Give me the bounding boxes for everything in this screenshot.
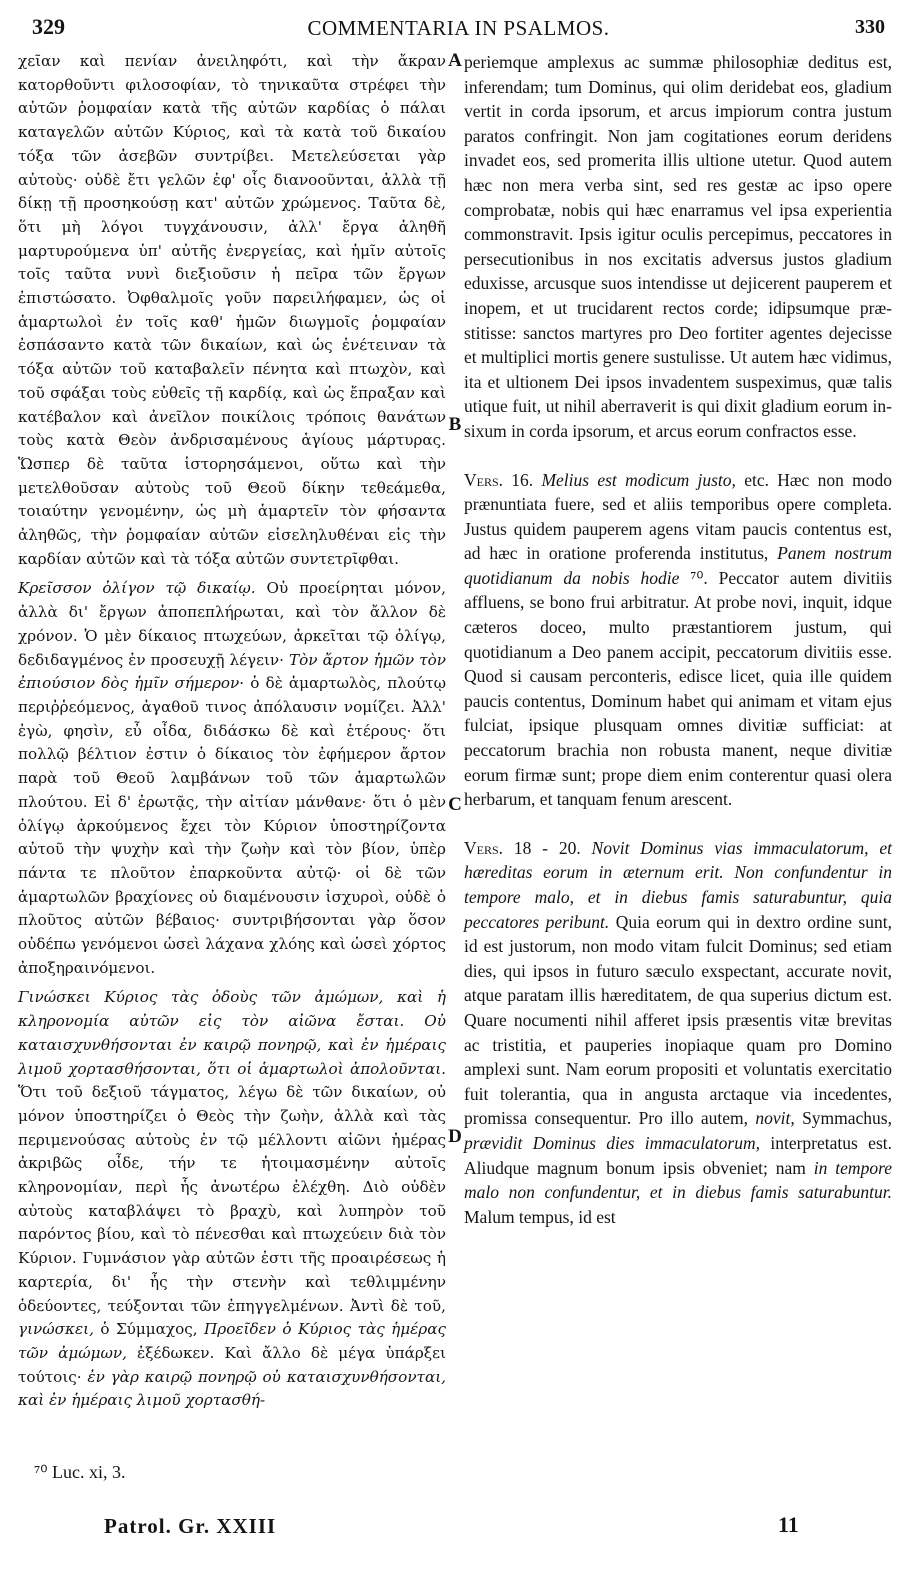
latin-paragraph-3 [464,836,892,1230]
latin-paragraph-1: periemque amplexus ac summæ philosophiæ deditus est, inferendam; tum Dominus, qui olim deridebat eos, gladium vertit in corda ipsorum, et arcus impiorum contra justum paratos confringit. Non jam cogitationes eorum deridens invadet eos, sed promerita illis ultione utetur. Quod autem hæc non mera verba sint, sed res gestæ ac ipso opere comprobatæ, nobis qui hæc enarramus vel ipsa experientia commonstravit. Ipsis igitur oculis percepimus, peccatores in persecutionibus in nos excitatis adversus justos gladium eduxisse, arcusque suos intendisse ut dejicerent pauperem et inopem, et ut trucidarent rectos corde; idipsumque præstitisse: sanctos martyres pro Deo fortiter agentes dejecisse et multiplici mortis genere sustulisse. Ut autem hæc vidimus, ita et ultionem Dei ipsos invadentem suspeximus, quæ talis utique fuit, ut nihil aberraverit is qui dixit gladium eorum insixum in corda ipsorum, et arcus eorum confractos esse. [464,52,892,441]
latin-text: Malum tempus, id est [464,1206,616,1227]
running-header [32,14,885,48]
margin-marker-a: A [448,50,462,71]
margin-marker-c: C [448,794,462,815]
latin-quotation: novit, [755,1108,795,1129]
greek-text: Ὅτι τοῦ δεξιοῦ τάγματος, λέγω δὲ τῶν δικαίων, οὐ μόνον ὑποστηρίζει ὁ Θεὸς τὴν ζωὴν, ἀλλὰ καὶ τὰς περιμενούσας αὐτοὺς ἐν τῷ μέλλοντι αἰῶνι ἡμέρας ἀκριβῶς οἶδε, τήν τε ἡτοιμασμένην αὐτοῖς κληρονομίαν, περὶ ἧς ἀνωτέρω ἐλέχθη. Διὸ οὐδὲν αὐτοὺς καταβλάψει τὸ βραχὺ, καὶ λυπηρὸν τοῦ παρόντος βίου, καὶ τὸ πένεσθαι καὶ πτωχεύειν διὰ τὸν Κύριον. Γυμνάσιον γὰρ αὐτῶν ἐστι τῆς προαιρέσεως ἡ καρτερία, δι' ἧς τὴν στενὴν καὶ τεθλιμμένην ὁδεύοντες, τεύξονται τῶν ἐπηγγελμένων. Ἀντὶ δὲ τοῦ, [18,1083,446,1315]
latin-lemma: Melius est modicum justo, [533,469,736,490]
page-number-right: 330 [855,16,885,38]
latin-text: etc. Hæc non modo prænuntiata fuere, sed et aliis temporibus opere completa. Justus quidem pauperem agens vitam paucis contentus est, ad hæc in oratione proferenda institutus, [464,469,892,564]
latin-column [464,50,892,1229]
latin-quotation: Panem nostrum quotidianum da nobis hodie [464,543,892,588]
greek-text: ὁ δὲ ἁμαρτωλὸς, πλούτῳ περιῤῥεόμενος, ἀγαθοῦ τινος ἀπόλαυσιν νομίζει. Ἀλλ' ἐγὼ, φησὶν, εὖ οἶδα, διδάσκω δὲ καὶ ἑτέρους· ὅτι πολλῷ βέλτιον ἐστιν ὁ δίκαιος τὸν ἐφήμερον ἄρτον παρὰ τοῦ Θεοῦ λαμβάνων τοῦ τῶν ἁμαρτωλῶν πλούτου. Εἰ δ' ἐρωτᾷς, τὴν αἰτίαν μάνθανε· ὅτι ὁ μὲν ὀλίγῳ ἀρκούμενος ἔχει τὸν Κύριον ὑποστηρίζοντα αὐτοῦ τὴν ψυχὴν καὶ τὴν ζωὴν καὶ τὸν βίον, ὑπὲρ πάντα τε πλοῦτον ἐπαρκοῦντα αὐτῷ· οἱ δὲ τῶν ἁμαρτωλῶν βραχίονες οὐ διαμένουσιν ἰσχυροὶ, οὐδὲ ὁ πλοῦτος αὐτῶν βέβαιος· συντριβήσονται γὰρ ὅσον οὐδέπω γενόμενοι ὡσεὶ λάχανα χλόης καὶ ὡσεὶ χόρτος ἀποξηραινόμενοι. [18,674,447,977]
greek-paragraph-1: χεῖαν καὶ πενίαν ἀνειληφότι, καὶ τὴν ἄκραν κατορθοῦντι φιλοσοφίαν, τὸ τηνικαῦτα στρέφει τὴν αὐτῶν ῥομφαίαν κατὰ τῆς αὐτῶν καρδίας ὁ πάλαι καταγελῶν αὐτῶν Κύριος, καὶ τὰ κατὰ τοῦ δικαίου τόξα τῶν ἀσεβῶν συντρίβει. Μετελεύσεται γὰρ αὐτοὺς· οὐδὲ ἔτι γελῶν ἐφ' οἷς διανοοῦνται, ἀλλὰ τῇ δίκῃ τῇ προσηκούσῃ κατ' αὐτῶν χρώμενος. Ταῦτα δὲ, ὅτι μὴ λόγοι τυγχάνουσιν, ἀλλ' ἔργα ἀληθῆ μαρτυρούμενα ὑπ' αὐτῆς ἐνεργείας, καὶ ἡμῖν αὐτοῖς τοῖς ταῦτα νυνὶ διεξιοῦσιν ἡ πεῖρα τῶν ἔργων ἐπιστώσατο. Ὀφθαλμοῖς γοῦν παρειλήφαμεν, ὡς οἱ ἁμαρτωλοὶ ἐν τοῖς καθ' ἡμῶν διωγμοῖς ῥομφαίαν ἐσπάσαντο κατὰ τῶν δικαίων, καὶ ὡς ἐνέτειναν τὰ τόξα αὐτῶν τοῦ καταβαλεῖν πένητα καὶ πτωχὸν, καὶ τοῦ σφάξαι τοὺς εὐθεῖς τῇ καρδίᾳ, καὶ ὡς ἔπραξαν καὶ κατέβαλον καὶ ἀνεῖλον ποικίλοις τρόποις θανάτων τοὺς κατὰ Θεὸν ἀνδρισαμένους ἁγίους μάρτυρας. Ὥσπερ δὲ ταῦτα ἱστορησάμενοι, οὕτω καὶ τὴν μετελθοῦσαν αὐτοὺς τοῦ Θεοῦ δίκην τεθεάμεθα, τοιαύτην γενομένην, ὡς μὴ ἁμαρτεῖν τὸν φήσαντα ἀληθῶς, τὴν ῥομφαίαν αὐτῶν εἰσεληλυθέναι εἰς τὴν καρδίαν αὐτῶν καὶ τὰ τόξα αὐτῶν συντετρῖφθαι. [18,52,446,568]
greek-text: Οὐ προείρηται μόνον, ἀλλὰ δι' ἔργων ἀποπεπλήρωται, καὶ τὸν ἄλλον δὲ χρόνον. Ὁ μὲν δίκαιος πτωχεύων, ἀρκεῖται τῷ ὀλίγῳ, δεδιδαγμένος ἐν προσευχῇ λέγειν· [18,579,446,669]
greek-quotation: ἐν γὰρ καιρῷ πονηρῷ οὐ καταισχυνθήσονται, καὶ ἐν ἡμέραις λιμοῦ χορτασθή- [18,1367,446,1410]
latin-lemma: Novit Dominus vias immaculatorum, et hæreditas eorum in æternum erit. Non confundentur in tempore malo, et in diebus famis saturabuntur, quia peccatores peribunt. [464,837,892,932]
latin-text: . Peccator autem divitiis affluens, se bono frui arbitratur. At probe novi, inquit, idque cæteros doceo, multo præstantiorem justum, qui quotidianum a Deo panem accipit, peccatorum divitiis esse. Quod si causam perconteris, edisce licet, quia ille quidem paucis contentus, Dominum habet qui animam et vitam ejus fulciat, ipsique plusquam omnes divitiæ sufficiat: at peccatorum brachia non robusta manent, neque divitiæ eorum firmæ sunt; prope diem enim conterentur quasi olera herbarum, et tanquam fenum arescent. [464,567,892,810]
latin-quotation: prævidit Dominus dies immaculatorum, [464,1132,760,1153]
signature-number: 11 [778,1512,799,1537]
greek-paragraph-3 [18,986,446,1413]
latin-text: Symmachus, [794,1108,892,1129]
footnote: ⁷⁰ Luc. xi, 3. [34,1462,126,1482]
running-title: COMMENTARIA IN PSALMOS. [307,16,610,40]
verse-number: Vers. 16. [464,469,534,490]
latin-text: Quia eorum qui in dextro ordine sunt, id est justorum, non modo vitam fulcit Dominus; sed etiam dies, qui ipsos in futuro sæculo exspectant, accurate novit, atque paratam illis hæreditatem, de qua superius dictum est. Quare nocumenti nihil afferet ipsis præsentis vitæ brevitas ac tristitia, et pauperies inopiaque quam pro Domino amplexi sunt. Nam eorum propositi et voluntatis exercitatio fuit tolerantia, qua in angusta arctaque via incedentes, promissa consequentur. Pro illo autem, [464,911,892,1129]
greek-quotation: Προεῖδεν ὁ Κύριος τὰς ἡμέρας τῶν ἀμώμων, [18,1320,446,1362]
greek-paragraph-2 [18,577,446,980]
margin-marker-d: D [448,1126,462,1147]
latin-paragraph-2 [464,468,892,812]
greek-column [18,50,446,1413]
greek-quotation: γινώσκει, [18,1320,94,1339]
greek-text: ὁ Σύμμαχος, [93,1320,205,1339]
latin-quotation: in tempore malo non confundentur, et in diebus famis saturabuntur. [464,1157,892,1203]
greek-text: ἐξέδωκεν. Καὶ ἄλλο δὲ μέγα ὑπάρξει τούτοις· [18,1343,446,1386]
greek-lemma: Κρεῖσσον ὀλίγον τῷ δικαίῳ. [18,579,256,598]
greek-lemma: Γινώσκει Κύριος τὰς ὁδοὺς τῶν ἀμώμων, καὶ ἡ κληρονομία αὐτῶν εἰς τὸν αἰῶνα ἔσται. Οὐ καταισχυνθήσονται ἐν καιρῷ πονηρῷ, καὶ ἐν ἡμέραις λιμοῦ χορτασθήσονται, ὅτι οἱ ἁμαρτωλοὶ ἀπολοῦνται. [18,988,446,1078]
latin-text: interpretatus est. Aliudque magnum bonum ipsis obveniet; nam [464,1132,892,1178]
margin-marker-b: B [448,414,462,435]
signature-line: Patrol. Gr. XXIII [104,1514,277,1538]
page-number-left: 329 [32,14,65,39]
greek-quotation: Τὸν ἄρτον ἡμῶν τὸν ἐπιούσιον δὸς ἡμῖν σήμερον· [18,650,446,693]
footnote-reference: ⁷⁰ [679,567,704,588]
verse-number: Vers. 18 - 20. [464,837,581,858]
